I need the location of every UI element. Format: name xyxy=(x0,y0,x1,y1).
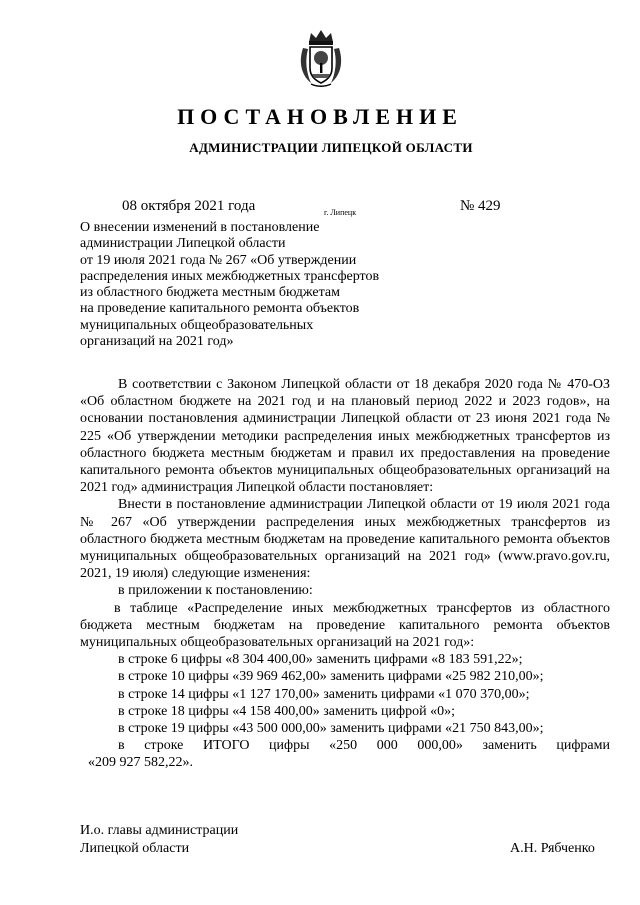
subject-line: муниципальных общеобразовательных xyxy=(80,317,314,333)
resolution-paragraph: Внести в постановление администрации Липецкой области от 19 июля 2021 года № 267 «Об утверждении распределения иных межбюджетных трансфертов из областного бюджета местным бюджетам на проведение капитального ремонта объектов муниципальных общеобразовательных организаций на 2021 год» (www.pravo.gov.ru, 2021, 19 июля) следующие изменения: xyxy=(80,497,610,582)
appendix-clause: в приложении к постановлению: xyxy=(118,583,313,599)
subject-line: О внесении изменений в постановление xyxy=(80,220,320,235)
subject-line: от 19 июля 2021 года № 267 «Об утверждении xyxy=(80,252,357,268)
subject-line: организаций на 2021 год» xyxy=(80,334,234,350)
change-item-total: в строке ИТОГО цифры «250 000 000,00» заменить цифрами xyxy=(118,738,610,754)
issuing-authority: АДМИНИСТРАЦИИ ЛИПЕЦКОЙ ОБЛАСТИ xyxy=(189,140,473,155)
change-item: в строке 19 цифры «43 500 000,00» заменить цифрами «21 750 843,00»; xyxy=(118,721,544,737)
coat-of-arms-emblem xyxy=(297,28,345,88)
change-item: в строке 10 цифры «39 969 462,00» заменить цифрами «25 982 210,00»; xyxy=(118,669,544,685)
change-item: в строке 18 цифры «4 158 400,00» заменить цифрой «0»; xyxy=(118,703,455,719)
table-clause: в таблице «Распределение иных межбюджетных трансфертов из областного бюджета местным бюджетам на проведение капитального ремонта объектов муниципальных общеобразовательных организаций на 2021 год»: xyxy=(80,600,610,651)
document-title: ПОСТАНОВЛЕНИЕ xyxy=(177,104,463,129)
change-item: в строке 14 цифры «1 127 170,00» заменить цифрами «1 070 370,00»; xyxy=(118,686,530,702)
preamble-paragraph: В соответствии с Законом Липецкой области от 18 декабря 2020 года № 470-ОЗ «Об областном бюджете на 2021 год и на плановый период 2022 и 2023 годов», на основании постановления администрации Липецкой области от 23 июня 2021 года № 225 «Об утверждении методики распределения иных межбюджетных трансфертов из областного бюджета местным бюджетам и правил их предоставления на проведение капитального ремонта объектов муниципальных общеобразовательных организаций на 2021 год» администрация Липецкой области постановляет: xyxy=(80,377,610,496)
change-item-total-value: «209 927 582,22». xyxy=(88,755,193,771)
signatory-name: А.Н. Рябченко xyxy=(510,841,595,856)
subject-line: на проведение капитального ремонта объектов xyxy=(80,301,360,317)
document-subject xyxy=(80,220,420,350)
signatory-position xyxy=(80,822,238,858)
signatory-position-line: Липецкой области xyxy=(80,841,190,856)
document-city: г. Липецк xyxy=(324,208,357,217)
change-item: в строке 6 цифры «8 304 400,00» заменить цифрами «8 183 591,22»; xyxy=(118,652,523,668)
subject-line: администрации Липецкой области xyxy=(80,236,286,252)
document-number: № 429 xyxy=(460,198,501,214)
signatory-position-line: И.о. главы администрации xyxy=(80,823,239,838)
subject-line: распределения иных межбюджетных трансфертов xyxy=(80,268,380,284)
document-body xyxy=(80,376,610,772)
subject-line: из областного бюджета местным бюджетам xyxy=(80,285,340,301)
document-date: 08 октября 2021 года xyxy=(122,198,256,214)
